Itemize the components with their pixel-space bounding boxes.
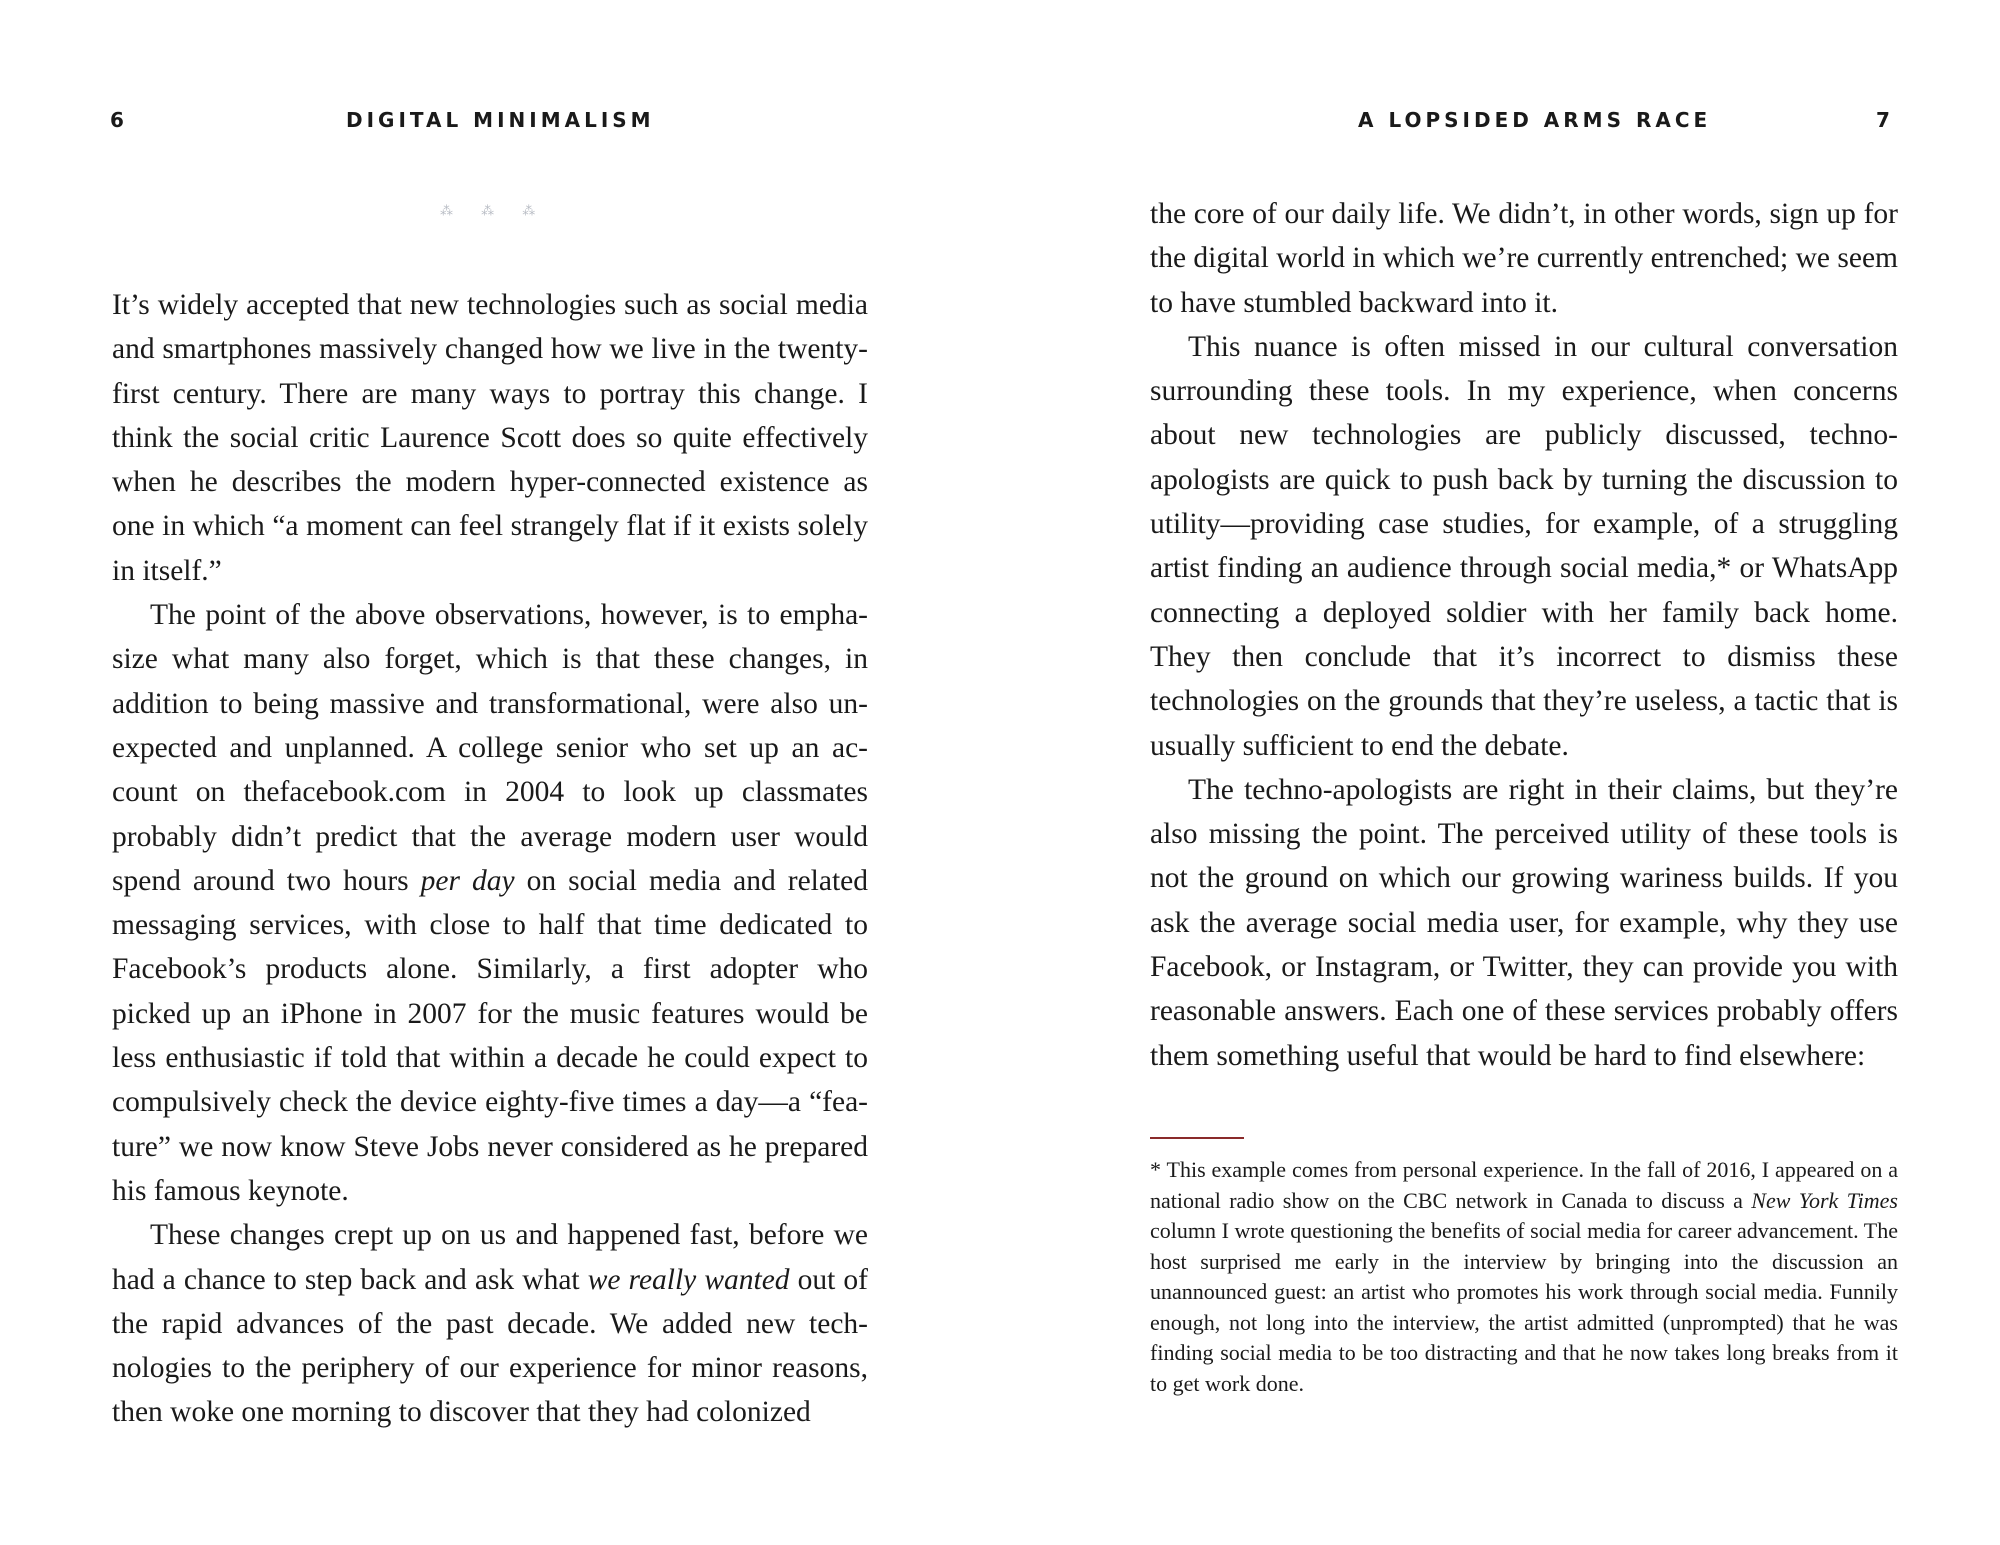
running-head-left: DIGITAL MINIMALISM (346, 108, 655, 132)
text-run: column I wrote questioning the benefits of social media for career advancement. The host surprised me early in the interview by bringing into the discussion an unannounced guest: an artist who promotes his work through social media. Funnily enough, not long into the interview, the artist admitted (unprompted) that he was finding social media to be too distracting and that he now takes long breaks from it to get work done. (1150, 1218, 1898, 1396)
text-run: These changes crept up on us and happened fast, before we had a chance to step back and ask what (112, 1219, 868, 1296)
right-body-text (1150, 192, 1898, 1078)
text-run: This nuance is often missed in our cultural conversation surrounding these tools. In my experience, when concerns about new technologies are publicly discussed, techno-apologists are quick to push back by turning the discussion to utility—providing case studies, for example, of a struggling artist finding an audience through social media,* or WhatsApp connecting a deployed soldier with her family back home. They then conclude that it’s incorrect to dismiss these technologies on the grounds that they’re useless, a tactic that is usually sufficient to end the debate. (1150, 330, 1898, 762)
text-run: out of the rapid advances of the past decade. We added new technologies to the periphery of our experience for minor reasons, then woke one morning to discover that they had colonized (112, 1263, 868, 1429)
paragraph (112, 593, 868, 1213)
italic-run: New York Times (1751, 1187, 1898, 1213)
page-number-left: 6 (110, 108, 124, 132)
italic-run: we really wanted (587, 1263, 790, 1296)
paragraph (112, 283, 868, 593)
left-body-text (112, 283, 868, 1435)
text-run: on social media and related messaging services, with close to half that time dedicated to Facebook’s products alone. Similarly, a first adopter who picked up an iPhone in 2007 for the music features would be less enthusiastic if told that within a decade he could expect to compulsively check the device eighty-five times a day—a “feature” we now know Steve Jobs never considered as he prepared his famous keynote. (112, 864, 869, 1207)
paragraph (1150, 325, 1898, 768)
text-run: the core of our daily life. We didn’t, in other words, sign up for the digital world in which we’re currently entrenched; we seem to have stumbled backward into it. (1150, 198, 1898, 319)
paragraph (1150, 192, 1898, 325)
footnote (1150, 1155, 1898, 1399)
page-number-right: 7 (1876, 108, 1890, 132)
paragraph (112, 1213, 868, 1434)
text-run: The point of the above observations, however, is to emphasize what many also forget, which is that these changes, in addition to being massive and transformational, were also unexpected and unplanned. A college senior who set up an account on thefacebook.com in 2004 to look up classmates probably didn’t predict that the average modern user would spend around two hours (112, 599, 868, 897)
footnote-rule (1150, 1137, 1244, 1139)
text-run: It’s widely accepted that new technologies such as social media and smartphones massively changed how we live in the twenty-first century. There are many ways to portray this change. I think the social critic Laurence Scott does so quite effectively when he describes the modern hyper-connected existence as one in which “a moment can feel strangely flat if it exists solely in itself.” (112, 289, 868, 587)
running-head-right: A LOPSIDED ARMS RACE (1358, 108, 1712, 132)
text-run: * This example comes from personal experience. In the fall of 2016, I appeared on a national radio show on the CBC network in Canada to discuss a (1150, 1157, 1898, 1213)
footnote-text (1150, 1155, 1898, 1399)
italic-run: per day (420, 864, 515, 897)
section-ornament: ⁂ ⁂ ⁂ (440, 204, 548, 219)
paragraph (1150, 768, 1898, 1078)
text-run: The techno-apologists are right in their claims, but they’re also missing the point. The perceived utility of these tools is not the ground on which our growing wariness builds. If you ask the average social media user, for example, why they use Facebook, or Instagram, or Twitter, they can provide you with reasonable answers. Each one of these services probably offers them something useful that would be hard to find elsewhere: (1150, 773, 1898, 1072)
